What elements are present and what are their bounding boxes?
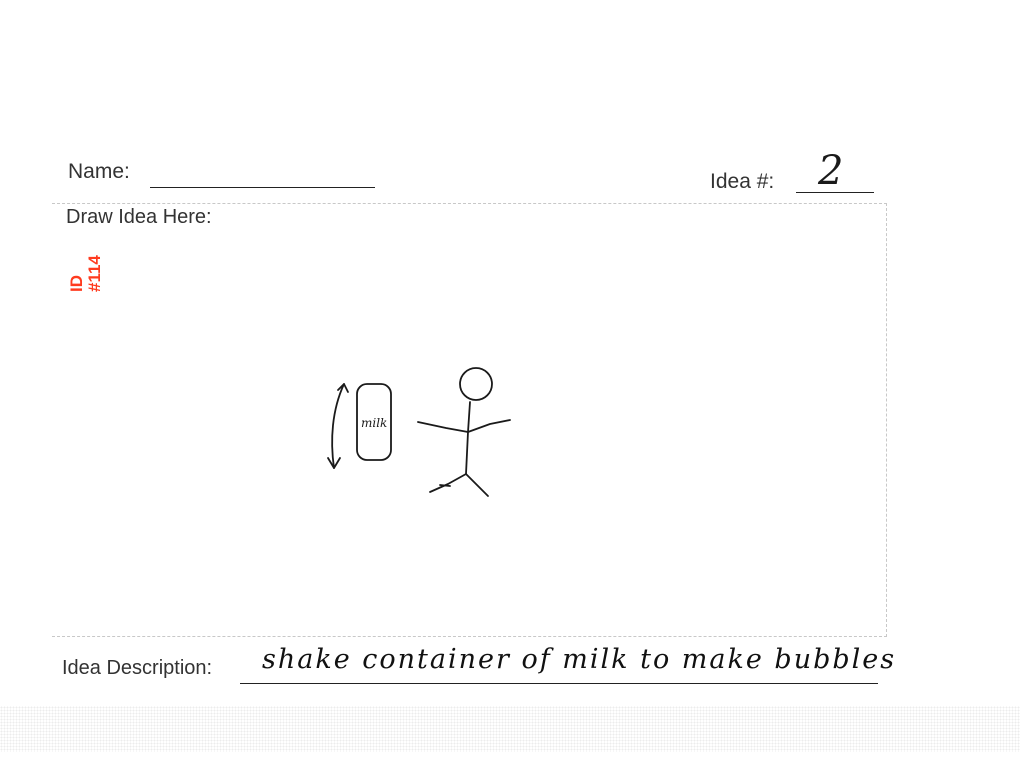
idea-number-label: Idea #: [710, 170, 775, 193]
stick-figure-icon [418, 368, 510, 496]
idea-description-value: shake container of milk to make bubbles [262, 644, 897, 675]
idea-description-label: Idea Description: [62, 657, 213, 679]
scan-noise-strip [0, 706, 1020, 752]
draw-idea-label: Draw Idea Here: [66, 206, 212, 228]
id-stamp-number: #114 [85, 255, 104, 292]
idea-description-line [240, 683, 878, 684]
milk-container-text: milk [361, 416, 388, 430]
name-label: Name: [68, 160, 130, 183]
shake-arrow-icon [332, 384, 344, 468]
id-stamp-label: ID [67, 275, 86, 292]
idea-number-value: 2 [818, 148, 844, 194]
